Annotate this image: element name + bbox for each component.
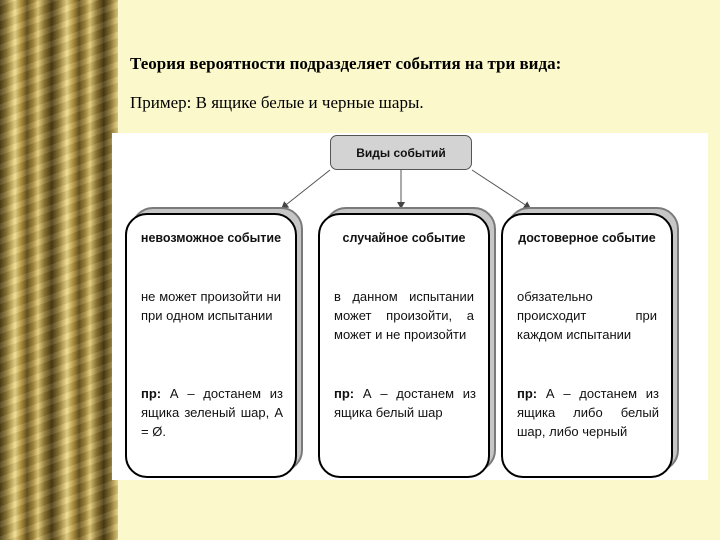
card-body bbox=[318, 213, 490, 478]
example-text: А – достанем из ящика белый шар bbox=[334, 386, 476, 420]
random-event-card bbox=[318, 213, 490, 478]
arrow-to-impossible bbox=[282, 170, 330, 208]
card-body bbox=[125, 213, 297, 478]
card-title: достоверное событие bbox=[518, 231, 656, 245]
card-description: обязательно происходит при каждом испытании bbox=[517, 289, 657, 342]
card-title: случайное событие bbox=[342, 231, 466, 245]
card-description: не может произойти ни при одном испытании bbox=[141, 289, 281, 323]
slide-title: Теория вероятности подразделяет события на три вида: bbox=[130, 54, 562, 73]
example-text: А – достанем из ящика зеленый шар, А = Ø. bbox=[141, 386, 283, 439]
example-prefix: пр: bbox=[517, 386, 538, 401]
impossible-event-card bbox=[125, 213, 297, 478]
card-example bbox=[334, 384, 476, 422]
root-event-types-box: Виды событий bbox=[330, 135, 472, 170]
card-title: невозможное событие bbox=[140, 231, 282, 245]
example-prefix: пр: bbox=[334, 386, 355, 401]
card-example bbox=[517, 384, 659, 441]
event-types-diagram bbox=[112, 133, 708, 480]
card-body bbox=[501, 213, 673, 478]
decorative-side-stripe bbox=[0, 0, 118, 540]
example-text: А – достанем из ящика либо белый шар, либо черный bbox=[517, 386, 659, 439]
card-description: в данном испытании может произойти, а может и не произойти bbox=[334, 289, 474, 342]
slide-subtitle: Пример: В ящике белые и черные шары. bbox=[130, 93, 424, 112]
certain-event-card bbox=[501, 213, 673, 478]
example-prefix: пр: bbox=[141, 386, 162, 401]
arrow-to-certain bbox=[472, 170, 530, 208]
card-example bbox=[141, 384, 283, 441]
